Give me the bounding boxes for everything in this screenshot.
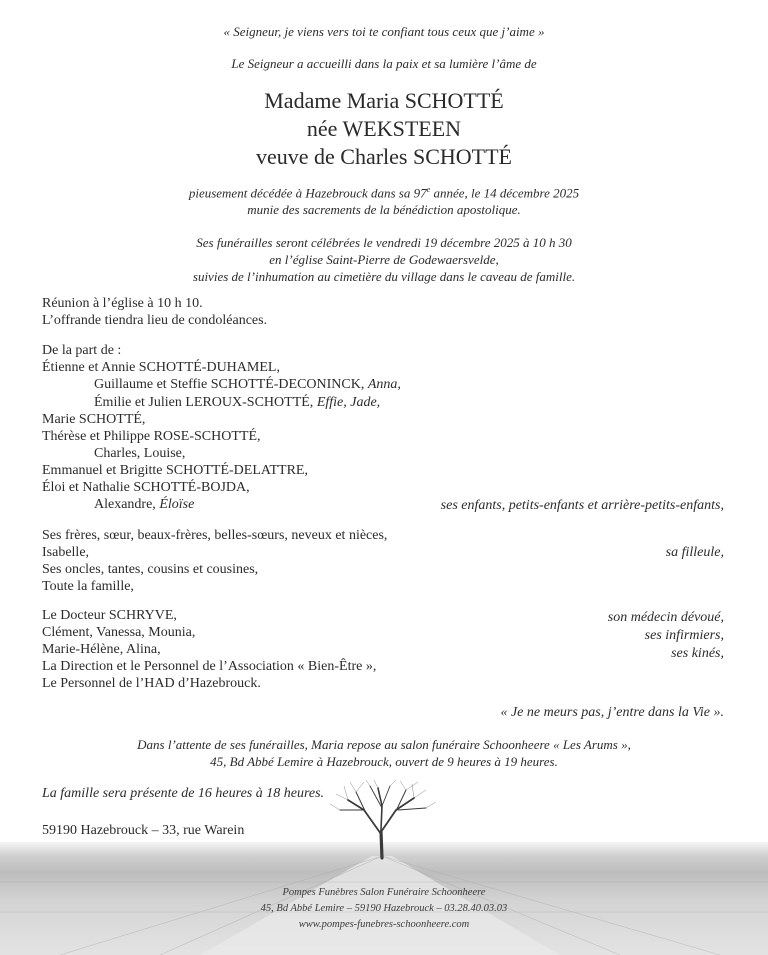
family-line-9: Alexandre, Éloïse [94, 497, 195, 512]
gathering-line-1: Réunion à l’église à 10 h 10. [42, 296, 203, 311]
family-line-5: Thérèse et Philippe ROSE-SCHOTTÉ, [42, 429, 261, 444]
family-role: ses enfants, petits-enfants et arrière-petits-enfants, [440, 498, 724, 513]
funeral-line-1: Ses funérailles seront célébrées le vendredi 19 décembre 2025 à 10 h 30 [196, 235, 572, 250]
intro-line: Le Seigneur a accueilli dans la paix et sa lumière l’âme de [231, 56, 537, 71]
family-line-2: Guillaume et Steffie SCHOTTÉ-DECONINCK, Anna, [94, 377, 401, 392]
relatives-line-3: Ses oncles, tantes, cousins et cousines, [42, 562, 259, 577]
family-line-7: Emmanuel et Brigitte SCHOTTÉ-DELATTRE, [42, 463, 308, 478]
carers-line-4: La Direction et le Personnel de l’Association « Bien-Être », [42, 659, 377, 674]
carers-line-1: Le Docteur SCHRYVE, [42, 608, 177, 623]
viewing-line-2: 45, Bd Abbé Lemire à Hazebrouck, ouvert de 9 heures à 19 heures. [210, 754, 558, 769]
relatives-role: sa filleule, [665, 545, 724, 560]
carers-role-2: ses infirmiers, [644, 628, 724, 643]
carers-role-3: ses kinés, [671, 646, 724, 661]
carers-line-2: Clément, Vanessa, Mounia, [42, 625, 196, 640]
carers-line-5: Le Personnel de l’HAD d’Hazebrouck. [42, 676, 261, 691]
family-line-1: Étienne et Annie SCHOTTÉ-DUHAMEL, [42, 360, 280, 375]
relatives-line-2: Isabelle, [42, 545, 90, 560]
opening-quote: « Seigneur, je viens vers toi te confiant tous ceux que j’aime » [223, 24, 545, 39]
address: 59190 Hazebrouck – 33, rue Warein [42, 823, 245, 838]
viewing-line-1: Dans l’attente de ses funérailles, Maria repose au salon funéraire Schoonheere « Les Arums », [137, 737, 631, 752]
carers-role-1: son médecin dévoué, [607, 610, 724, 625]
family-heading: De la part de : [42, 343, 122, 358]
footer-address: 45, Bd Abbé Lemire – 59190 Hazebrouck – 03.28.40.03.03 [260, 903, 508, 914]
deceased-maiden-name: née WEKSTEEN [306, 116, 462, 141]
death-line-2: munie des sacrements de la bénédiction apostolique. [247, 202, 521, 217]
footer-company: Pompes Funèbres Salon Funéraire Schoonheere [282, 887, 486, 898]
footer-website[interactable]: www.pompes-funebres-schoonheere.com [298, 919, 470, 930]
carers-line-3: Marie-Hélène, Alina, [42, 642, 161, 657]
funeral-line-3: suivies de l’inhumation au cimetière du village dans le caveau de famille. [192, 269, 576, 284]
tree-illustration-icon [326, 780, 438, 860]
family-line-6: Charles, Louise, [94, 446, 186, 461]
relatives-line-4: Toute la famille, [42, 579, 134, 594]
relatives-line-1: Ses frères, sœur, beaux-frères, belles-sœurs, neveux et nièces, [42, 528, 388, 543]
family-line-3: Émilie et Julien LEROUX-SCHOTTÉ, Effie, Jade, [94, 395, 381, 410]
death-line-1: pieusement décédée à Hazebrouck dans sa 97e année, le 14 décembre 2025 [188, 185, 580, 201]
funeral-line-2: en l’église Saint-Pierre de Godewaersvelde, [269, 252, 499, 267]
family-line-8: Éloi et Nathalie SCHOTTÉ-BOJDA, [42, 480, 250, 495]
deceased-name: Madame Maria SCHOTTÉ [264, 88, 504, 113]
closing-quote: « Je ne meurs pas, j’entre dans la Vie ». [500, 705, 724, 720]
deceased-widow-of: veuve de Charles SCHOTTÉ [256, 144, 512, 169]
gathering-line-2: L’offrande tiendra lieu de condoléances. [42, 313, 268, 328]
family-line-4: Marie SCHOTTÉ, [42, 412, 146, 427]
family-presence: La famille sera présente de 16 heures à 18 heures. [42, 786, 325, 801]
